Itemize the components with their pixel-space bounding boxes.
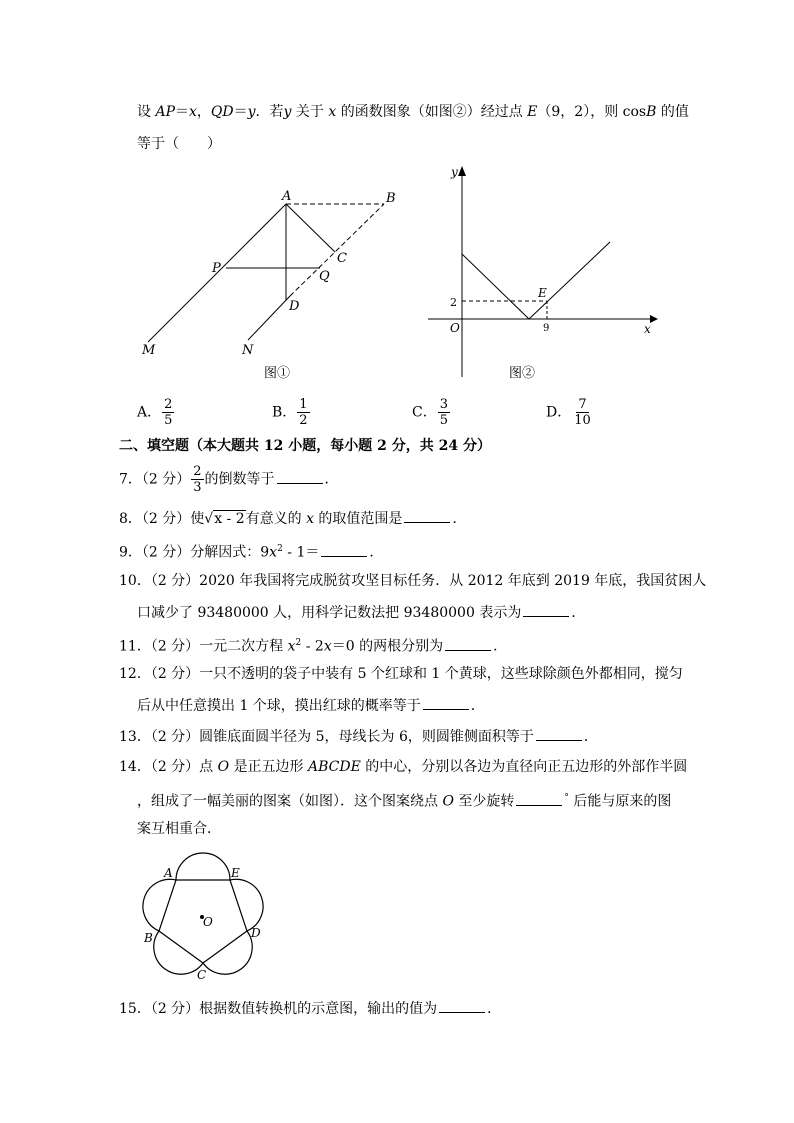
question-12-line2: 后从中任意摸出 1 个球，摸出红球的概率等于 ． <box>137 695 485 716</box>
answer-blank <box>516 791 562 806</box>
figure-1 <box>130 180 420 365</box>
pentagon-figure <box>130 845 280 985</box>
fig2-label-e: E <box>538 286 547 300</box>
fig1-caption: 图① <box>264 366 291 381</box>
fig1-label-n: N <box>242 343 254 358</box>
answer-blank <box>523 602 569 617</box>
q6-line2: 等于（ ） <box>137 136 221 152</box>
answer-blank <box>404 508 450 523</box>
pent-label-d: D <box>251 926 261 940</box>
answer-blank <box>439 998 485 1013</box>
question-7: 7．（2 分） $\frac{2}{3}$ 的倒数等于 ． <box>119 464 339 495</box>
pent-label-c: C <box>197 968 207 982</box>
fig1-label-d: D <box>289 299 300 314</box>
answer-blank <box>277 469 323 484</box>
fig1-label-q: Q <box>319 269 330 284</box>
question-14-line1: 14．（2 分）点 O 是正五边形 ABCDE 的中心，分别以各边为直径向正五边形的外部作半圆 <box>119 759 688 775</box>
pent-label-o: O <box>203 915 213 929</box>
question-10-line2: 口减少了 93480000 人，用科学记数法把 93480000 表示为 ． <box>137 602 585 623</box>
answer-blank <box>321 542 367 557</box>
section-title: 二、填空题（本大题共 12 小题，每小题 2 分，共 24 分） <box>119 438 491 454</box>
figure-2 <box>420 162 660 382</box>
answer-blank <box>445 636 491 651</box>
answer-blank <box>423 695 469 710</box>
question-15: 15．（2 分）根据数值转换机的示意图，输出的值为 ． <box>119 998 501 1019</box>
fig1-label-m: M <box>142 343 156 358</box>
option-d: D． $\frac{7}{10}$ <box>546 397 591 428</box>
question-13: 13．（2 分）圆锥底面圆半径为 5，母线长为 6，则圆锥侧面积等于 ． <box>119 726 598 747</box>
option-a: A． $\frac{2}{5}$ <box>137 397 173 428</box>
pent-label-b: B <box>144 931 153 945</box>
fig2-label-o: O <box>450 321 460 335</box>
fig2-tick-9: 9 <box>543 323 550 334</box>
question-14-line3: 案互相重合． <box>137 821 221 837</box>
option-c: C． $\frac{3}{5}$ <box>412 397 448 428</box>
fig2-caption: 图② <box>509 366 536 381</box>
fig2-label-y: y <box>451 165 458 179</box>
answer-blank <box>536 726 582 741</box>
question-8: 8．（2 分）使√x - 2有意义的 x 的取值范围是 ． <box>119 508 466 529</box>
fig1-label-a: A <box>282 189 292 204</box>
fig1-label-p: P <box>212 261 221 276</box>
question-14-line2: ，组成了一幅美丽的图案（如图）．这个图案绕点 O 至少旋转 ° 后能与原来的图 <box>137 788 671 812</box>
question-9: 9．（2 分）分解因式：$9x^2 - 1=$ ． <box>119 539 383 563</box>
question-12-line1: 12．（2 分）一只不透明的袋子中装有 5 个红球和 1 个黄球，这些球除颜色外都相同，搅匀 <box>119 666 683 682</box>
option-b: B． $\frac{1}{2}$ <box>272 397 308 428</box>
question-11: 11．（2 分）一元二次方程 $x^2 - 2x=0$ 的两根分别为 ． <box>119 633 507 657</box>
q6-line1: 设 AP＝x，QD＝y．若y 关于 x 的函数图象（如图②）经过点 E（9，2），则 cosB 的值 <box>137 104 689 120</box>
fig1-label-c: C <box>337 251 347 266</box>
fig1-label-b: B <box>386 191 396 206</box>
pent-label-a: A <box>164 866 173 880</box>
fig2-label-x: x <box>644 322 651 336</box>
question-10-line1: 10．（2 分）2020 年我国将完成脱贫攻坚目标任务．从 2012 年底到 2019 年底，我国贫困人 <box>119 573 707 589</box>
fig2-tick-2: 2 <box>450 296 457 309</box>
pent-label-e: E <box>231 866 240 880</box>
